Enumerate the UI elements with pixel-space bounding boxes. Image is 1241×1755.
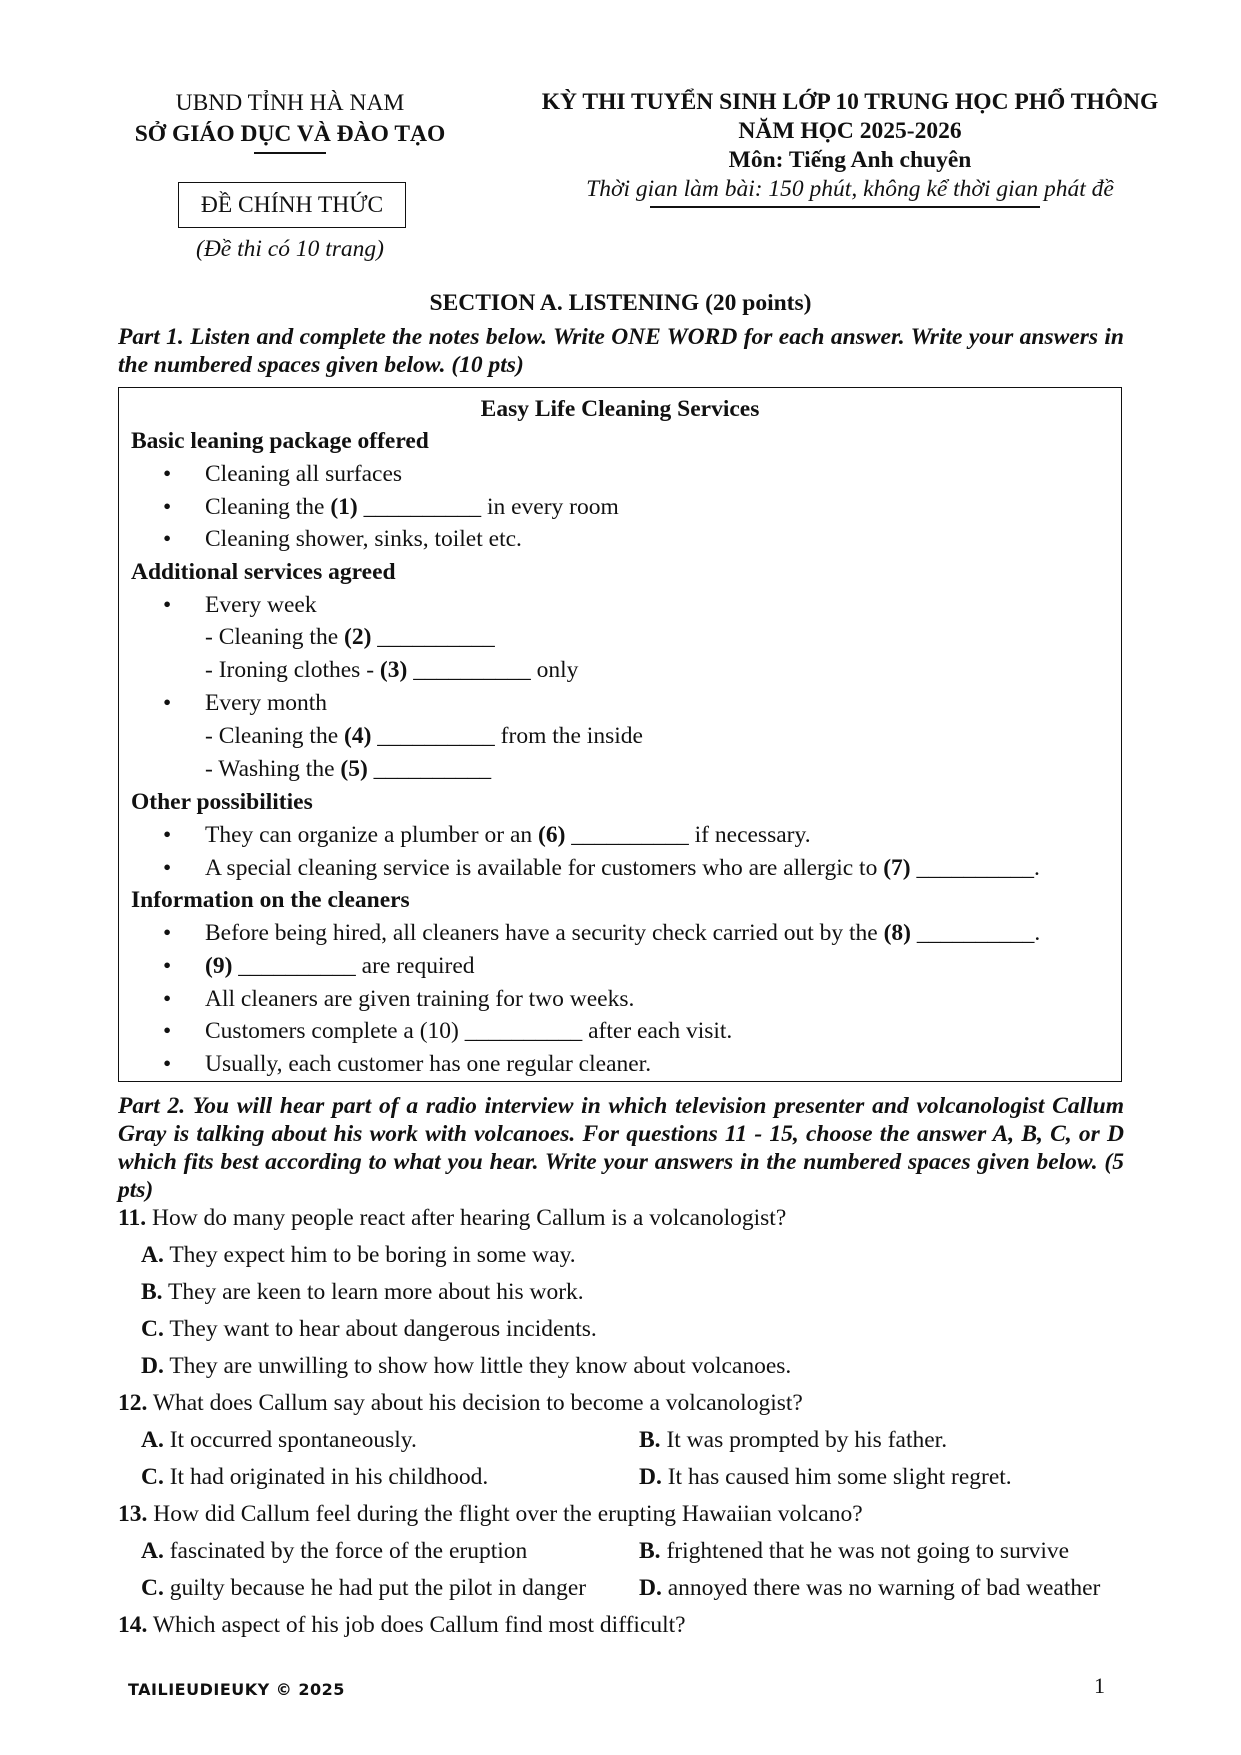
part1-instructions: Part 1. Listen and complete the notes below. Write ONE WORD for each answer. Write your answers in the numbered spaces given below. (10 pts): [118, 324, 1124, 378]
q12-option-b: B. It was prompted by his father.: [639, 1427, 948, 1453]
section-title: SECTION A. LISTENING (20 points): [429, 290, 812, 316]
list-item: • Usually, each customer has one regular cleaner.: [163, 1049, 651, 1079]
q13-option-a: A. fascinated by the force of the eruption: [141, 1538, 528, 1564]
list-item: • Cleaning all surfaces: [163, 459, 402, 489]
official-exam-label: ĐỀ CHÍNH THỨC: [200, 191, 384, 218]
list-item: • A special cleaning service is available for customers who are allergic to (7) __________.: [163, 853, 1040, 883]
subject: Môn: Tiếng Anh chuyên: [728, 147, 972, 173]
q11-option-d: D. They are unwilling to show how little they know about volcanoes.: [141, 1353, 792, 1379]
sub-item: - Ironing clothes - (3) __________ only: [205, 657, 579, 683]
header-right: [500, 88, 1200, 208]
time-allowed: Thời gian làm bài: 150 phút, không kể thời gian phát đề: [586, 176, 1114, 202]
header-divider: [254, 152, 326, 154]
notes-title: Easy Life Cleaning Services: [480, 396, 760, 422]
notes-heading-basic: Basic leaning package offered: [131, 428, 429, 454]
list-item: • They can organize a plumber or an (6) __________ if necessary.: [163, 820, 811, 850]
list-item: • Every week: [163, 590, 317, 620]
list-item: • Cleaning shower, sinks, toilet etc.: [163, 524, 522, 554]
q13-option-b: B. frightened that he was not going to survive: [639, 1538, 1070, 1564]
list-item: • Before being hired, all cleaners have a security check carried out by the (8) __________.: [163, 918, 1040, 948]
list-item: • Customers complete a (10) __________ after each visit.: [163, 1016, 732, 1046]
sub-item: - Cleaning the (2) __________: [205, 624, 495, 650]
page-number: 1: [1094, 1673, 1105, 1698]
question-12: 12. What does Callum say about his decision to become a volcanologist?: [118, 1390, 803, 1416]
list-item: • (9) __________ are required: [163, 951, 475, 981]
notes-heading-additional: Additional services agreed: [131, 559, 396, 585]
q13-option-d: D. annoyed there was no warning of bad weather: [639, 1575, 1101, 1601]
notes-box: [118, 387, 1122, 1082]
question-11: 11. How do many people react after hearing Callum is a volcanologist?: [118, 1205, 787, 1231]
sub-item: - Washing the (5) __________: [205, 756, 492, 782]
question-14: 14. Which aspect of his job does Callum find most difficult?: [118, 1612, 686, 1638]
official-exam-box: [178, 182, 406, 228]
q12-option-a: A. It occurred spontaneously.: [141, 1427, 417, 1453]
exam-title: KỲ THI TUYỂN SINH LỚP 10 TRUNG HỌC PHỔ THÔNG: [541, 89, 1159, 115]
part2-instructions: Part 2. You will hear part of a radio interview in which television presenter and volcanologist Callum Gray is talking about his work with volcanoes. For questions 11 - 15, choose the answer A, B, C, or D which fits best according to what you hear. Write your answers in the numbered spaces given below. (5 pts): [118, 1093, 1124, 1203]
department-name: SỞ GIÁO DỤC VÀ ĐÀO TẠO: [134, 121, 446, 147]
sub-item: - Cleaning the (4) __________ from the inside: [205, 723, 643, 749]
list-item: • Cleaning the (1) __________ in every room: [163, 492, 619, 522]
notes-heading-cleaners: Information on the cleaners: [131, 887, 410, 913]
notes-heading-other: Other possibilities: [131, 789, 313, 815]
page-count-note: (Đề thi có 10 trang): [196, 236, 384, 262]
header-right-divider: [650, 206, 1040, 208]
question-13: 13. How did Callum feel during the flight over the erupting Hawaiian volcano?: [118, 1501, 863, 1527]
q11-option-b: B. They are keen to learn more about his work.: [141, 1279, 584, 1305]
q13-option-c: C. guilty because he had put the pilot in danger: [141, 1575, 587, 1601]
header-left: [120, 88, 460, 154]
footer-copyright: TAILIEUDIEUKY © 2025: [128, 1680, 345, 1699]
q12-option-c: C. It had originated in his childhood.: [141, 1464, 489, 1490]
q12-option-d: D. It has caused him some slight regret.: [639, 1464, 1012, 1490]
list-item: • All cleaners are given training for two weeks.: [163, 984, 634, 1014]
q11-option-c: C. They want to hear about dangerous incidents.: [141, 1316, 597, 1342]
q11-option-a: A. They expect him to be boring in some way.: [141, 1242, 576, 1268]
province-committee: UBND TỈNH HÀ NAM: [175, 90, 405, 116]
school-year: NĂM HỌC 2025-2026: [738, 118, 962, 144]
list-item: • Every month: [163, 688, 327, 718]
